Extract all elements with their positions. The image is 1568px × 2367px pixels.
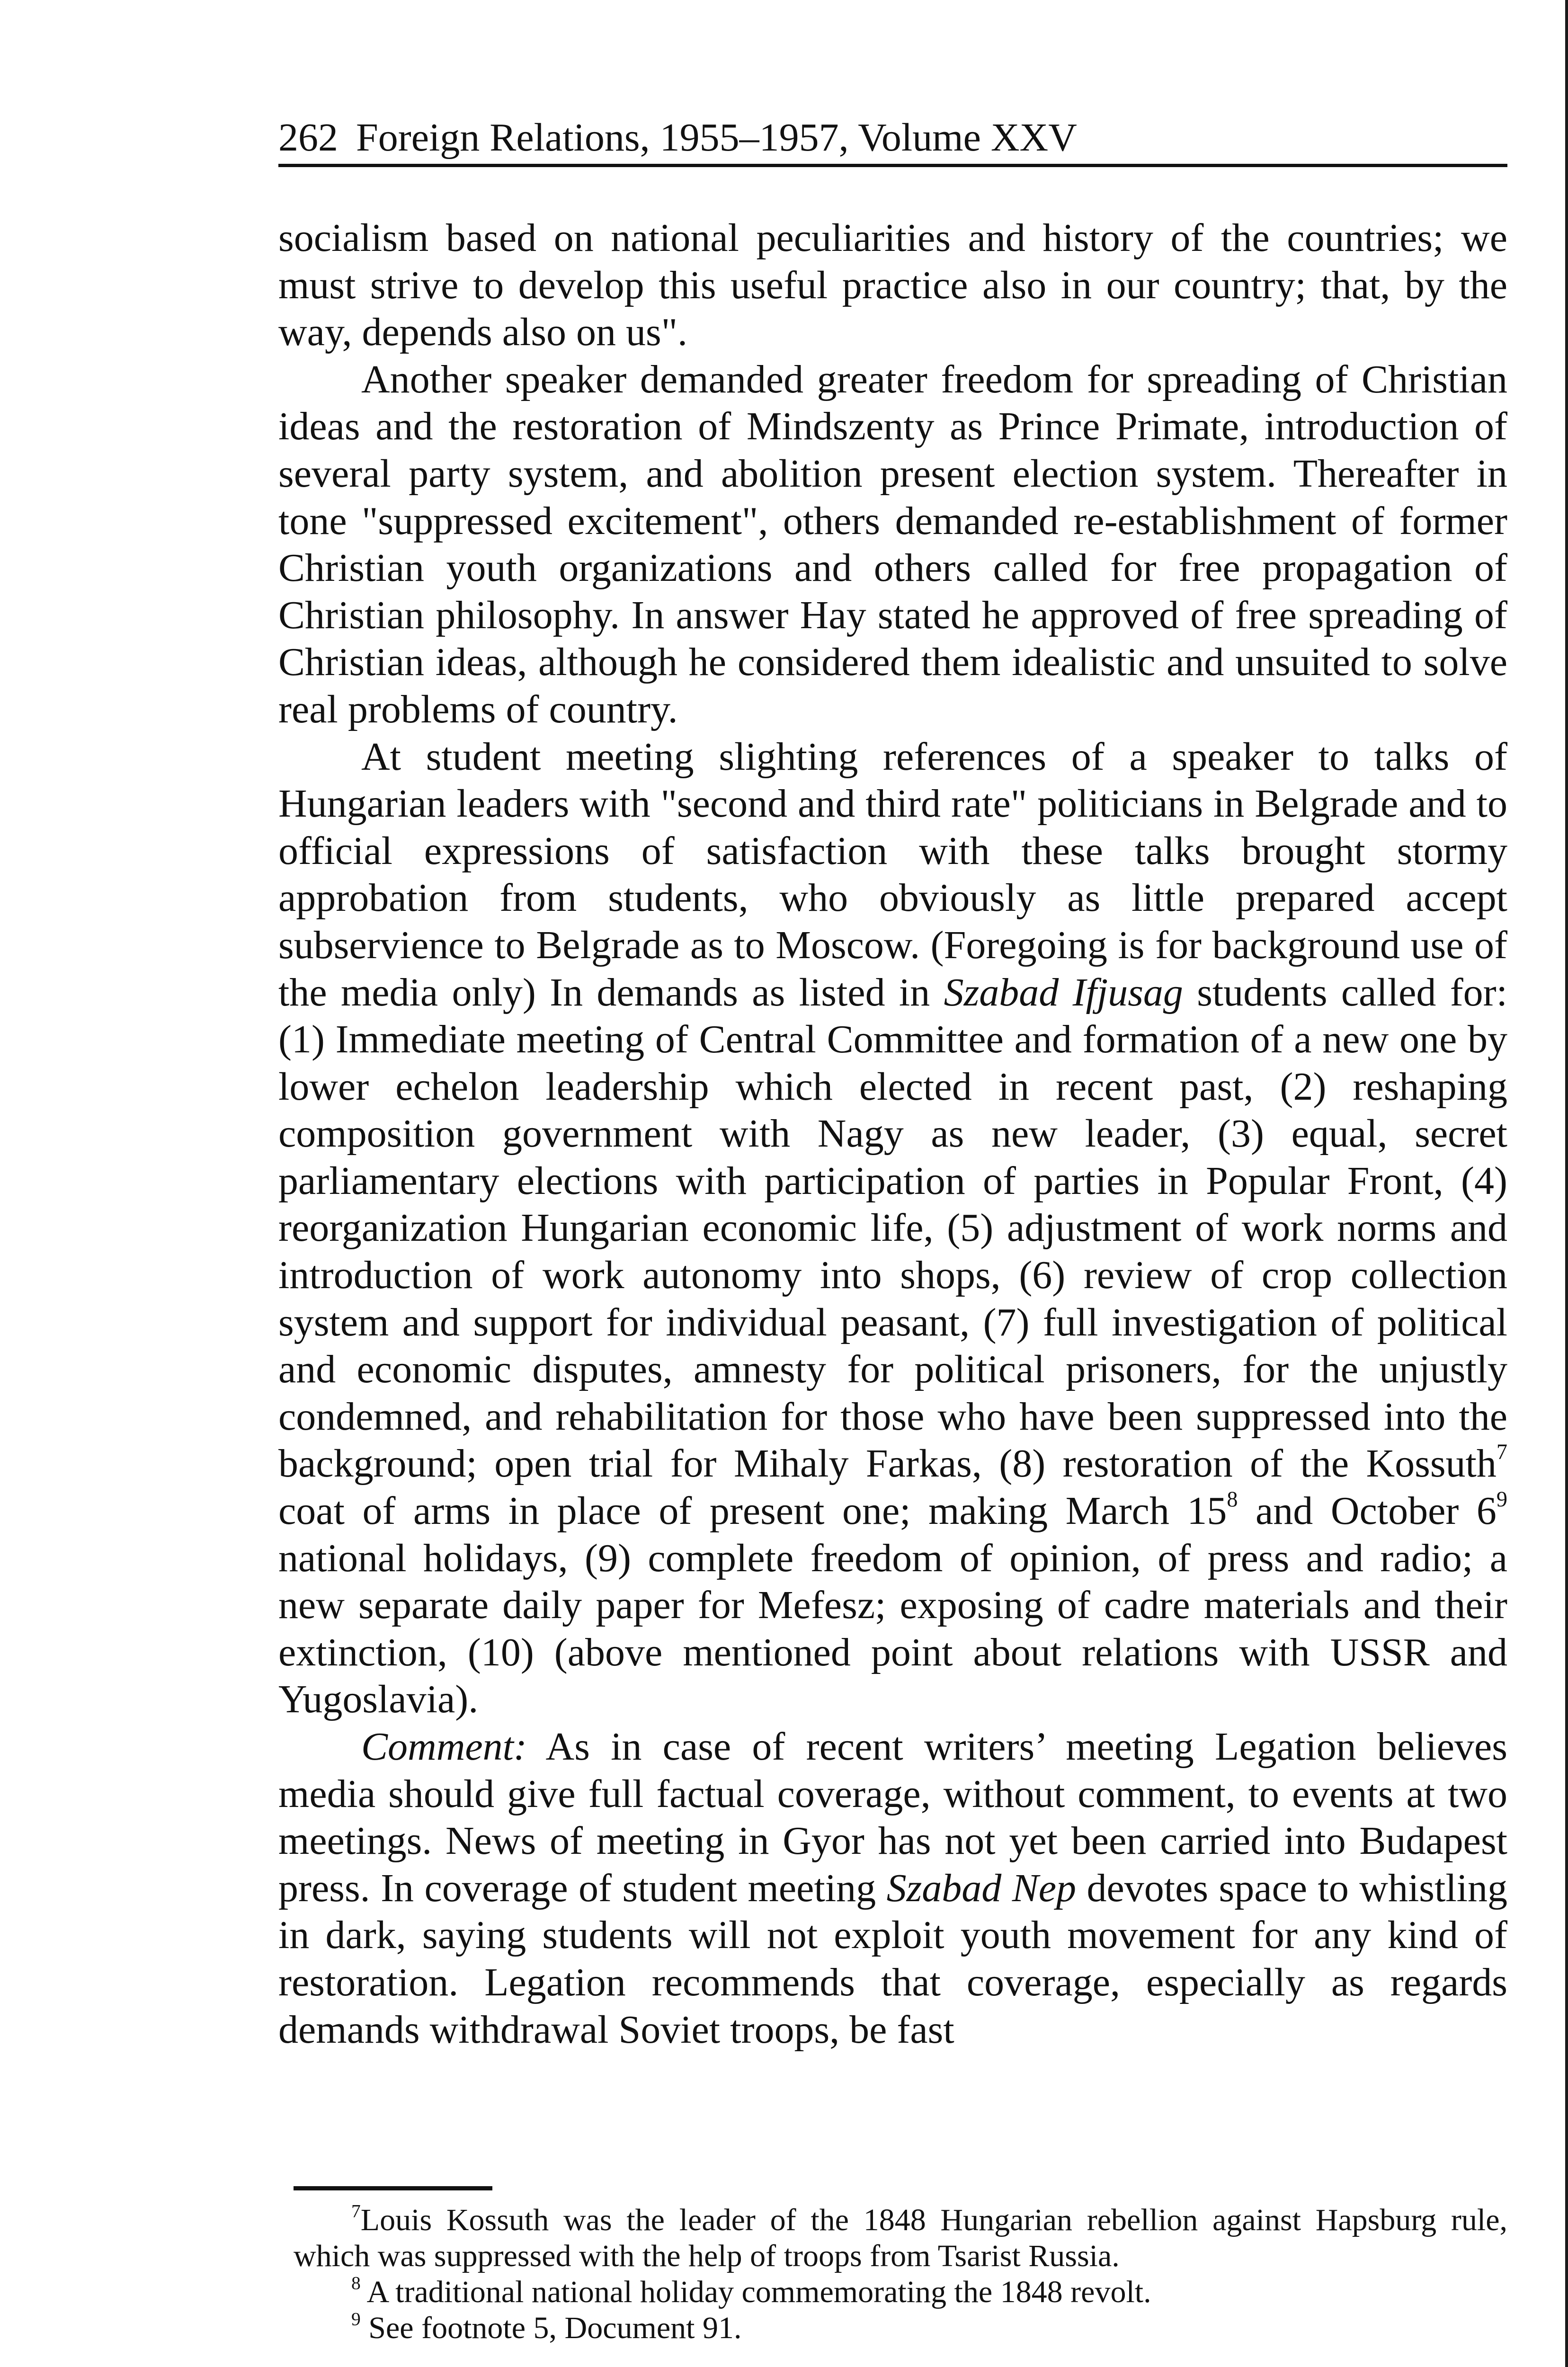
publication-title: Szabad Ifjusag (944, 970, 1183, 1014)
footnote-ref-7[interactable]: 7 (1496, 1440, 1507, 1464)
footnote-text: A traditional national holiday commemorating the 1848 revolt. (366, 2275, 1151, 2309)
comment-label: Comment: (361, 1725, 527, 1769)
page-number: 262 (278, 116, 338, 160)
footnotes (294, 2202, 1507, 2346)
footnote-8 (294, 2274, 1507, 2310)
footnote-number: 9 (351, 2308, 361, 2330)
paragraph-3-text: At student meeting slighting references of a speaker to talks of Hungarian leaders with "second and third rate" politicians in Belgrade and to official expressions of satisfaction with these talks brought stormy approbation from students, who obviously as little prepared accept subservience to Belgrade as to Moscow. (Foregoing is for background use of the media only) In demands as listed in (278, 734, 1507, 1014)
publication-title: Szabad Nep (886, 1866, 1077, 1910)
footnote-9 (294, 2310, 1507, 2346)
paragraph-3-text: and October 6 (1238, 1489, 1497, 1533)
main-text (278, 214, 1507, 2053)
footnote-number: 8 (351, 2272, 361, 2294)
paragraph-4-text: devotes space to whistling in dark, saying students will not exploit youth movement for any kind of restoration. Legation recommends that coverage, especially as regards demands withdrawal Soviet troops, be fast (278, 1866, 1507, 2052)
footnote-7 (294, 2202, 1507, 2274)
footnote-text: See footnote 5, Document 91. (368, 2311, 742, 2345)
paragraph-3 (278, 733, 1507, 1723)
footnote-ref-8[interactable]: 8 (1227, 1487, 1238, 1512)
footnote-ref-9[interactable]: 9 (1496, 1487, 1507, 1512)
paragraph-3-text: coat of arms in place of present one; making March 15 (278, 1489, 1227, 1533)
footnote-number: 7 (351, 2200, 361, 2222)
paragraph-3-text: students called for: (1) Immediate meeting of Central Committee and formation of a new one by lower echelon leadership which elected in recent past, (2) reshaping composition government with Nagy as new leader, (3) equal, secret parliamentary elections with participation of parties in Popular Front, (4) reorganization Hungarian economic life, (5) adjustment of work norms and introduction of work autonomy into shops, (6) review of crop collection system and support for individual peasant, (7) full investigation of political and economic disputes, amnesty for political prisoners, for the unjustly condemned, and rehabilitation for those who have been suppressed into the background; open trial for Mihaly Farkas, (8) restoration of the Kossuth (278, 970, 1507, 1486)
footnote-text: Louis Kossuth was the leader of the 1848 Hungarian rebellion against Hapsburg rule, which was suppressed with the help of troops from Tsarist Russia. (294, 2203, 1507, 2273)
paragraph-3-text: national holidays, (9) complete freedom of opinion, of press and radio; a new separate daily paper for Mefesz; exposing of cadre materials and their extinction, (10) (above mentioned point about relations with USSR and Yugoslavia). (278, 1536, 1507, 1722)
paragraph-1: socialism based on national peculiarities and history of the countries; we must strive to develop this useful practice also in our country; that, by the way, depends also on us". (278, 216, 1507, 355)
paragraph-4 (278, 1723, 1507, 2053)
paragraph-2: Another speaker demanded greater freedom for spreading of Christian ideas and the restoration of Mindszenty as Prince Primate, introduction of several party system, and abolition present election system. Thereafter in tone "suppressed excitement", others demanded re-establishment of former Christian youth organizations and others called for free propagation of Christian philosophy. In answer Hay stated he approved of free spreading of Christian ideas, although he considered them idealistic and unsuited to solve real problems of country. (278, 357, 1507, 731)
footnote-divider (294, 2186, 492, 2190)
paragraph-4-text: As in case of recent writers’ meeting Legation believes media should give full factual coverage, without comment, to events at two meetings. News of meeting in Gyor has not yet been carried into Budapest press. In coverage of student meeting (278, 1725, 1507, 1910)
running-header (278, 112, 1507, 167)
page-edge (1565, 0, 1568, 2367)
running-title: Foreign Relations, 1955–1957, Volume XXV (356, 116, 1077, 160)
